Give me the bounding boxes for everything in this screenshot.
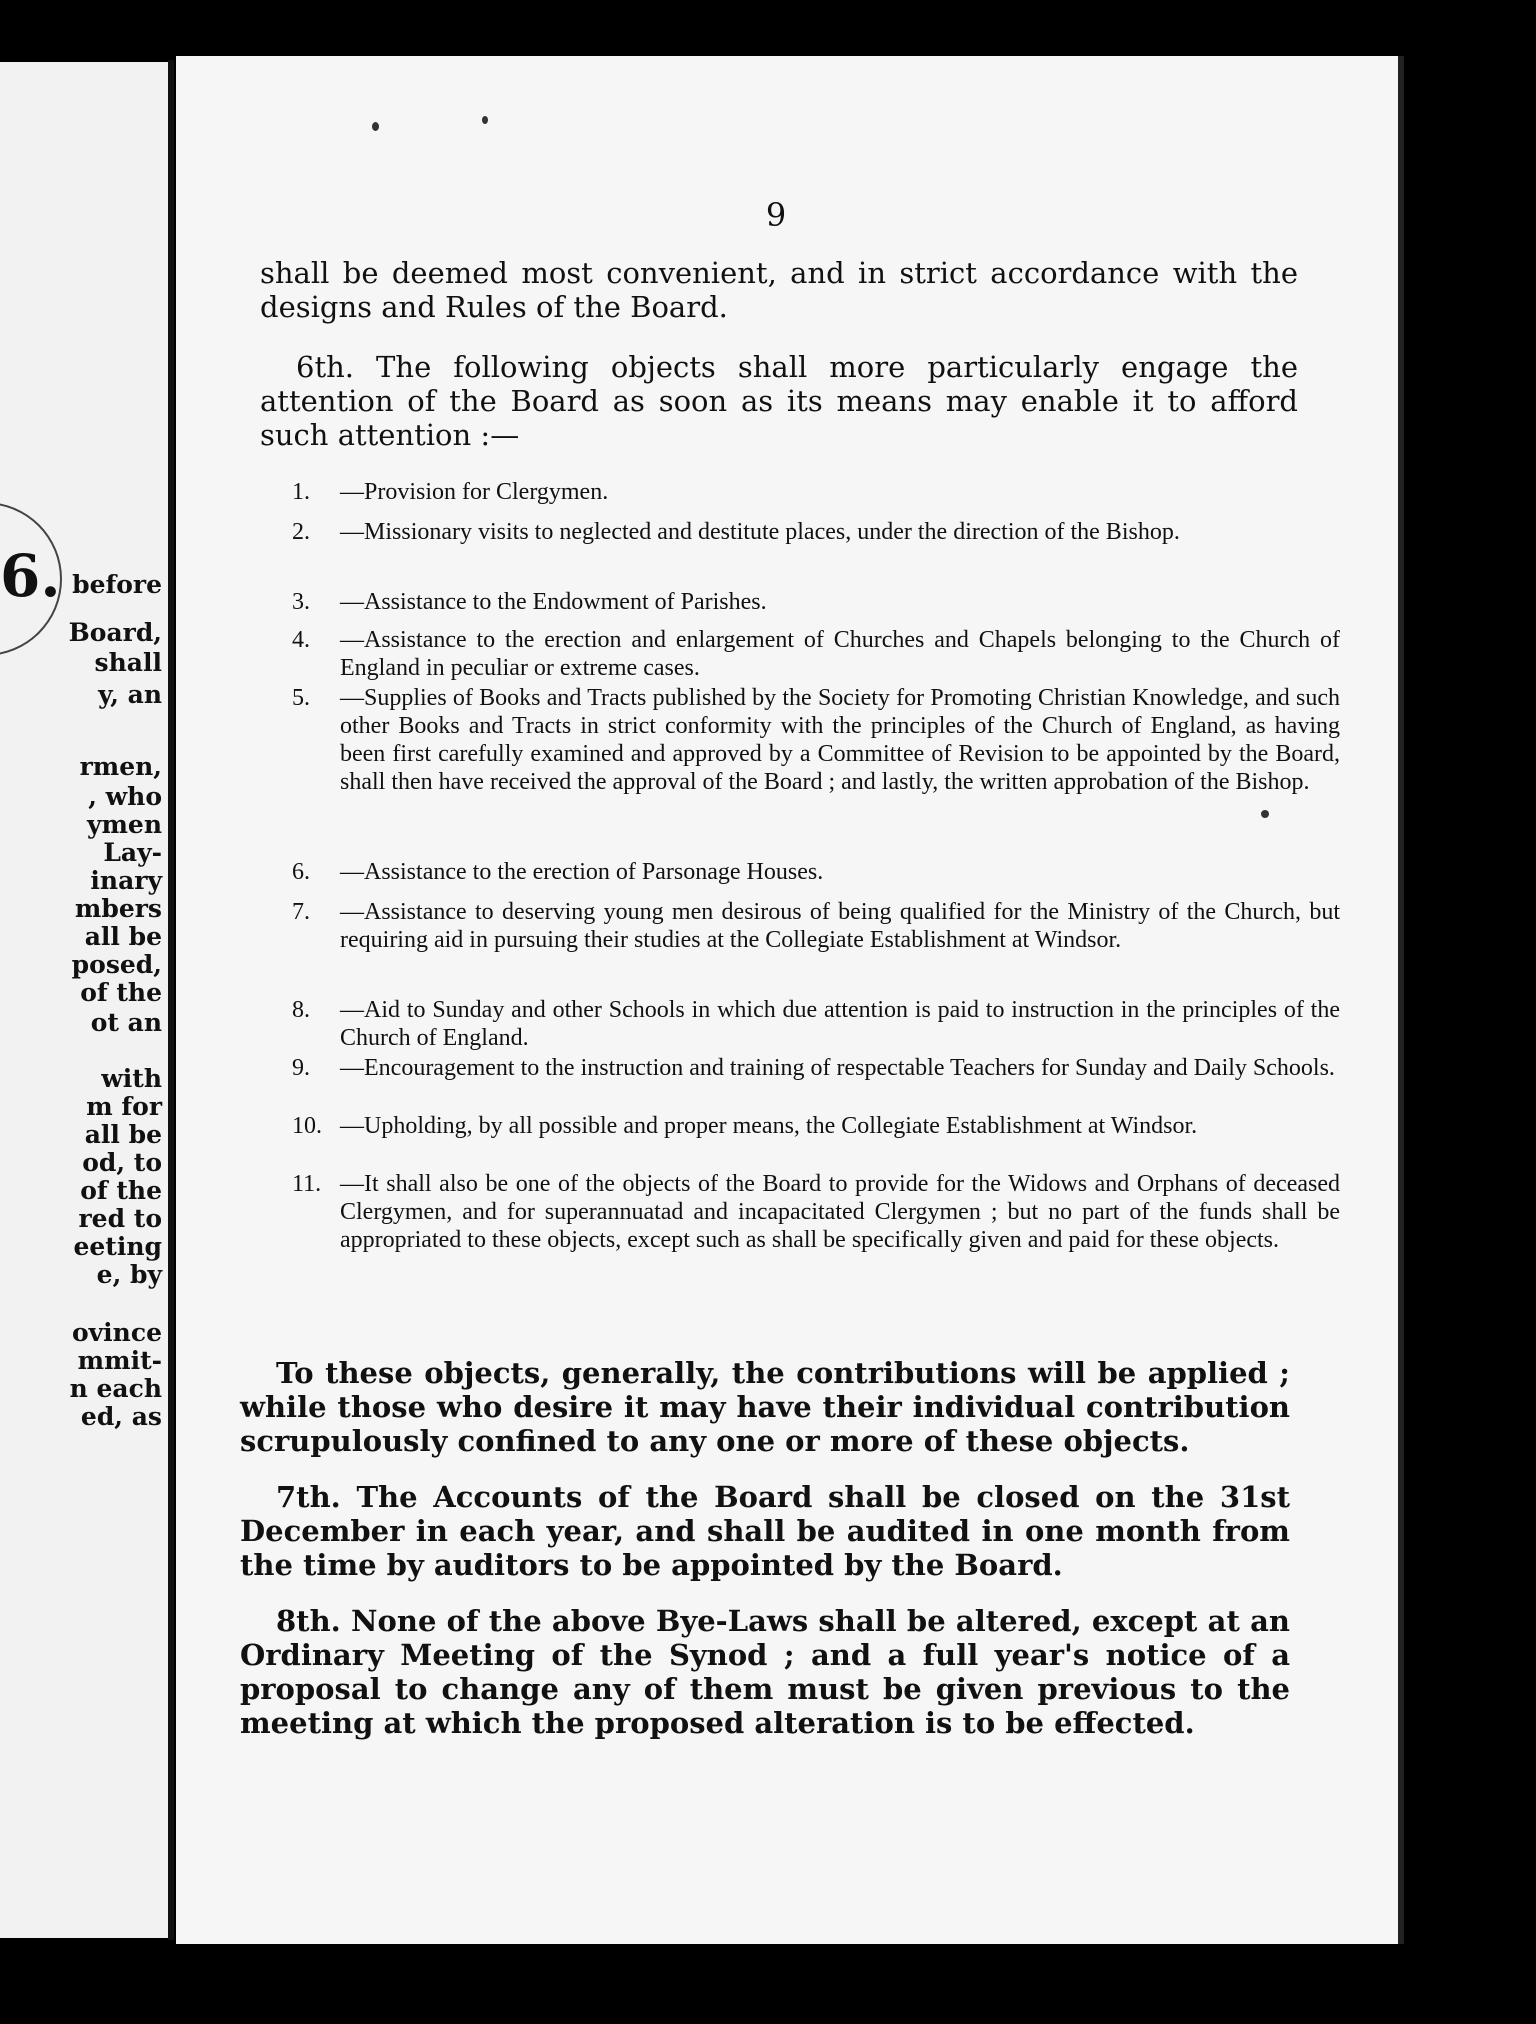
list-item-text: —Encouragement to the instruction and training of respectable Teachers for Sunday and Daily Schools.	[340, 1055, 1335, 1081]
left-line-fragment: y, an	[98, 680, 162, 709]
left-line-fragment: of the	[80, 978, 162, 1007]
list-item-text: —It shall also be one of the objects of the Board to provide for the Widows and Orphans of deceased Clergymen, and for superannuatad and incapacitated Clergymen ; but no part of the funds shall be appropriated to these objects, except such as shall be specifically given and paid for these objects.	[340, 1171, 1340, 1253]
list-item-number: 10.	[292, 1113, 322, 1139]
left-line-fragment: of the	[80, 1176, 162, 1205]
left-line-fragment: rmen,	[79, 752, 162, 781]
list-item-number: 8.	[292, 997, 310, 1023]
page-number: 9	[765, 196, 787, 234]
list-item	[292, 898, 1340, 954]
list-item-text: —Upholding, by all possible and proper means, the Collegiate Establishment at Windsor.	[340, 1113, 1198, 1139]
page-gutter	[168, 60, 174, 1940]
left-line-fragment: all be	[84, 922, 162, 951]
list-item-text: —Assistance to the Endowment of Parishes.	[340, 589, 767, 615]
list-item-number: 5.	[292, 685, 310, 711]
list-item	[292, 1112, 1340, 1140]
left-line-fragment: ymen	[86, 810, 162, 839]
list-item-number: 3.	[292, 589, 310, 615]
section-7th: 7th. The Accounts of the Board shall be closed on the 31st December in each year, and shall be audited in one month from the time by auditors to be appointed by the Board.	[240, 1480, 1290, 1582]
list-item-text: —Missionary visits to neglected and destitute places, under the direction of the Bishop.	[340, 519, 1180, 545]
left-line-fragment: posed,	[71, 950, 162, 979]
list-item	[292, 626, 1340, 682]
list-item	[292, 588, 1340, 616]
left-line-fragment: mbers	[74, 894, 162, 923]
list-item	[292, 1170, 1340, 1254]
list-item	[292, 684, 1340, 796]
list-item	[292, 858, 1340, 886]
list-item	[292, 996, 1340, 1052]
intro-paragraph: shall be deemed most convenient, and in strict accordance with the designs and Rules of the Board.	[260, 256, 1298, 324]
list-item-text: —Assistance to deserving young men desirous of being qualified for the Ministry of the Church, but requiring aid in pursuing their studies at the Collegiate Establishment at Windsor.	[340, 899, 1340, 953]
left-facing-page	[0, 62, 170, 1938]
left-line-fragment: before	[72, 570, 162, 599]
left-line-fragment: ot an	[90, 1008, 162, 1037]
left-line-fragment: Board,	[68, 618, 162, 647]
left-line-fragment: n each	[69, 1374, 162, 1403]
left-line-fragment: shall	[94, 648, 162, 677]
list-item-text: —Supplies of Books and Tracts published by the Society for Promoting Christian Knowledge, and such other Books and Tracts in strict conformity with the principles of the Church of England, as having been first carefully examined and approved by a Committee of Revision to be appointed by the Board, shall then have received the approval of the Board ; and lastly, the written approbation of the Bishop.	[340, 685, 1340, 795]
list-item-text: —Aid to Sunday and other Schools in which due attention is paid to instruction in the principles of the Church of England.	[340, 997, 1340, 1051]
ink-speck	[482, 116, 488, 124]
left-line-fragment: od, to	[82, 1148, 162, 1177]
list-item	[292, 478, 1340, 506]
left-line-fragment: ed, as	[80, 1402, 162, 1431]
list-item-number: 7.	[292, 899, 310, 925]
list-item	[292, 1054, 1340, 1082]
left-line-fragment: Lay-	[103, 838, 162, 867]
left-line-fragment: red to	[78, 1204, 162, 1233]
list-item-number: 2.	[292, 519, 310, 545]
left-line-fragment: , who	[88, 782, 162, 811]
list-item-text: —Assistance to the erection of Parsonage Houses.	[340, 859, 824, 885]
section-6th: 6th. The following objects shall more particularly engage the attention of the Board as soon as its means may enable it to afford such attention :—	[260, 350, 1298, 452]
list-item-text: —Assistance to the erection and enlargement of Churches and Chapels belonging to the Church of England in peculiar or extreme cases.	[340, 627, 1340, 681]
list-item-number: 11.	[292, 1171, 322, 1197]
list-item	[292, 518, 1340, 546]
left-line-fragment: e, by	[96, 1260, 162, 1289]
left-line-fragment: mmit-	[77, 1346, 162, 1375]
left-line-fragment: with	[101, 1064, 162, 1093]
document-page	[176, 56, 1404, 1944]
left-line-fragment: ovince	[71, 1318, 162, 1347]
list-item-number: 4.	[292, 627, 310, 653]
section-8th: 8th. None of the above Bye-Laws shall be altered, except at an Ordinary Meeting of the Synod ; and a full year's notice of a proposal to change any of them must be given previous to the meeting at which the proposed alteration is to be effected.	[240, 1604, 1290, 1740]
left-line-fragment: eeting	[73, 1232, 162, 1261]
list-item-number: 6.	[292, 859, 310, 885]
left-numeral: 6.	[0, 542, 61, 610]
left-line-fragment: m for	[86, 1092, 162, 1121]
ink-speck	[1261, 810, 1269, 818]
list-item-text: —Provision for Clergymen.	[340, 479, 609, 505]
list-item-number: 1.	[292, 479, 310, 505]
general-paragraph: To these objects, generally, the contributions will be applied ; while those who desire it may have their individual contribution scrupulously confined to any one or more of these objects.	[240, 1356, 1290, 1458]
ink-speck	[372, 122, 379, 131]
left-line-fragment: inary	[90, 866, 162, 895]
list-item-number: 9.	[292, 1055, 310, 1081]
left-line-fragment: all be	[84, 1120, 162, 1149]
